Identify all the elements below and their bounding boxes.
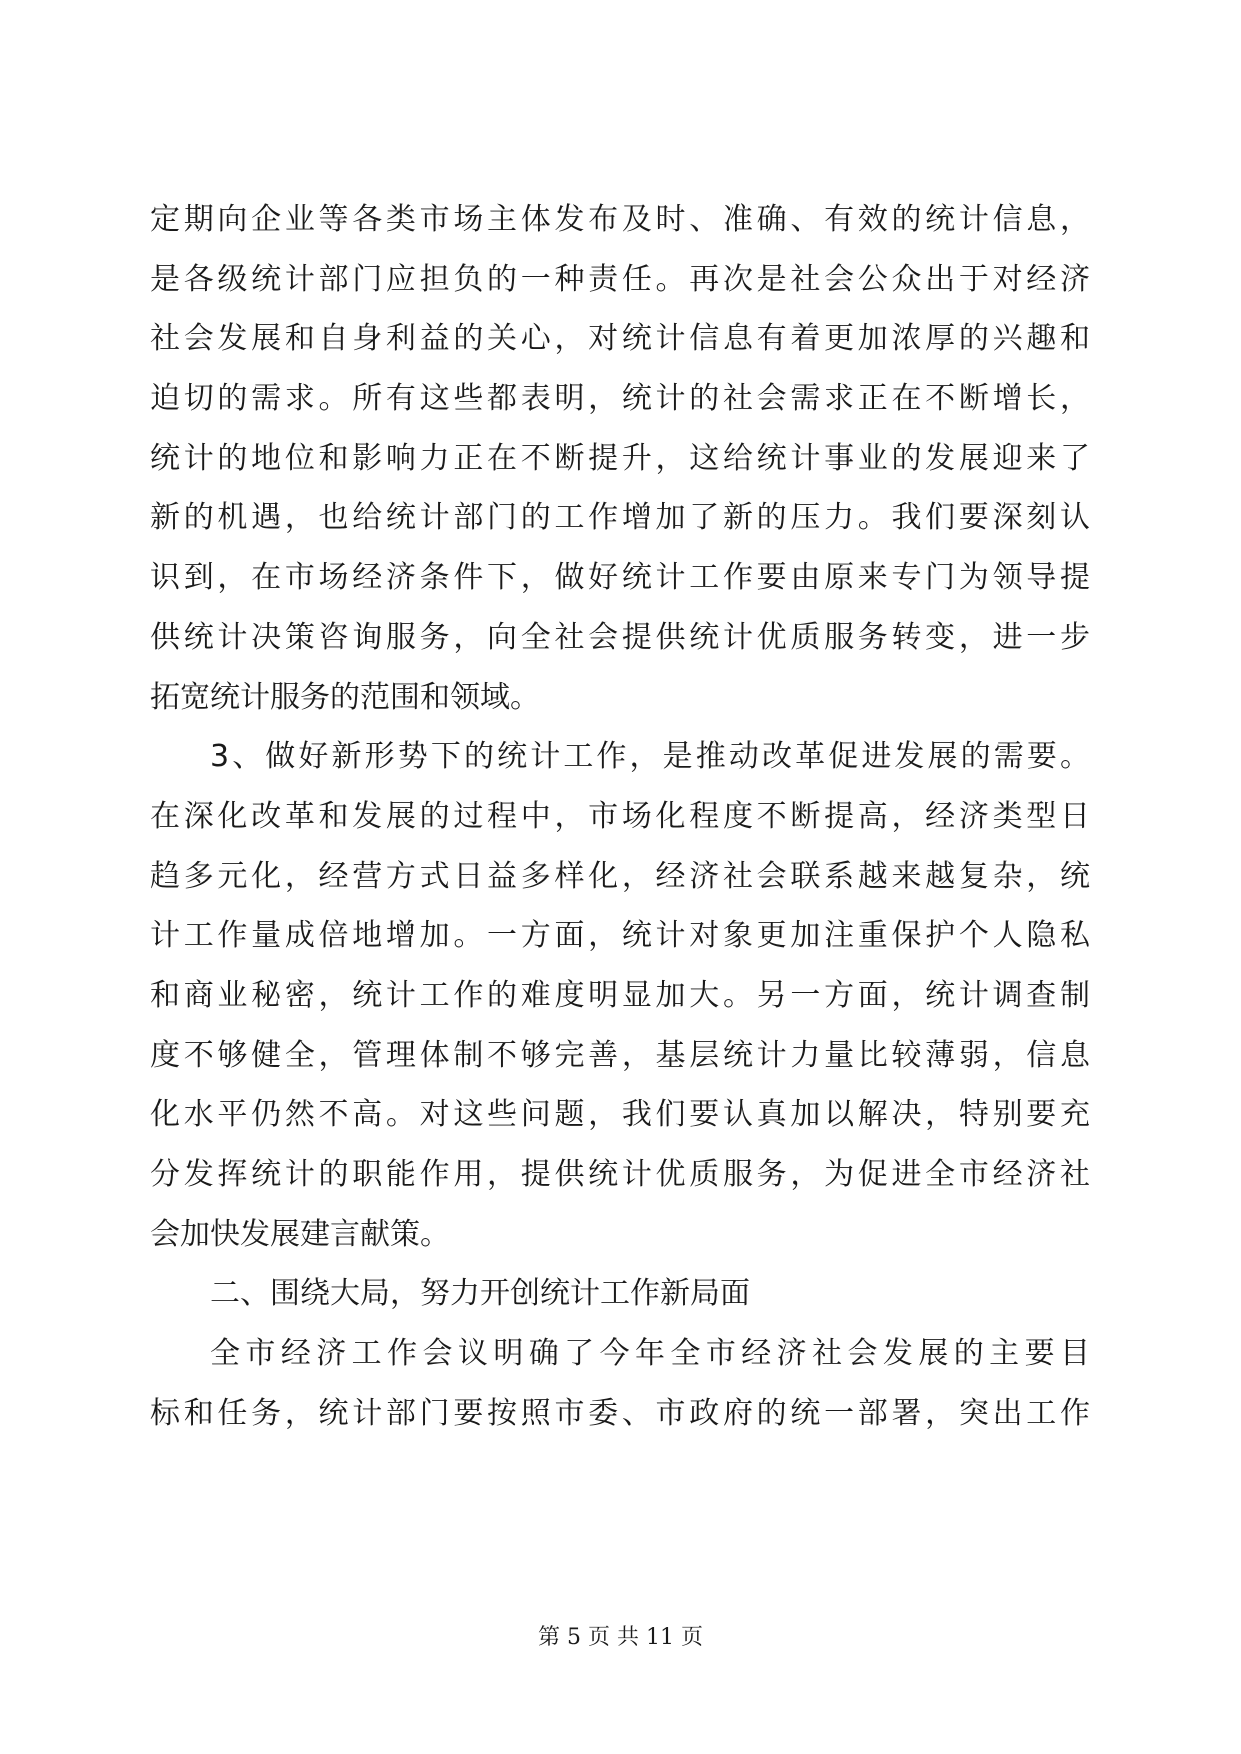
text-line: 识到，在市场经济条件下，做好统计工作要由原来专门为领导提 (150, 560, 1090, 596)
text-line: 新的机遇，也给统计部门的工作增加了新的压力。我们要深刻认 (150, 500, 1090, 536)
text-line: 计工作量成倍地增加。一方面，统计对象更加注重保护个人隐私 (150, 918, 1090, 954)
text-line: 拓宽统计服务的范围和领域。 (150, 679, 540, 715)
text-line: 迫切的需求。所有这些都表明，统计的社会需求正在不断增长， (150, 381, 1090, 417)
text-line: 标和任务，统计部门要按照市委、市政府的统一部署，突出工作 (150, 1395, 1090, 1431)
text-line: 定期向企业等各类市场主体发布及时、准确、有效的统计信息， (150, 202, 1090, 237)
page-number-footer: 第 5 页 共 11 页 (538, 1625, 703, 1650)
section-heading-line: 3、做好新形势下的统计工作，是推动改革促进发展的需要。 (210, 739, 1090, 775)
text-line: 分发挥统计的职能作用，提供统计优质服务，为促进全市经济社 (150, 1157, 1090, 1192)
text-line: 会加快发展建言献策。 (150, 1216, 450, 1252)
text-line: 是各级统计部门应担负的一种责任。再次是社会公众出于对经济 (150, 261, 1090, 297)
text-line: 供统计决策咨询服务，向全社会提供统计优质服务转变，进一步 (150, 619, 1090, 655)
text-line: 和商业秘密，统计工作的难度明显加大。另一方面，统计调查制 (150, 977, 1090, 1013)
text-line: 在深化改革和发展的过程中，市场化程度不断提高，经济类型日 (150, 798, 1090, 834)
text-line: 社会发展和自身利益的关心，对统计信息有着更加浓厚的兴趣和 (150, 321, 1090, 357)
text-line: 度不够健全，管理体制不够完善，基层统计力量比较薄弱，信息 (150, 1037, 1090, 1073)
text-line: 全市经济工作会议明确了今年全市经济社会发展的主要目 (210, 1336, 1090, 1372)
text-line: 趋多元化，经营方式日益多样化，经济社会联系越来越复杂，统 (150, 858, 1090, 894)
text-line: 化水平仍然不高。对这些问题，我们要认真加以解决，特别要充 (150, 1097, 1090, 1133)
document-body (150, 190, 1090, 1443)
text-line: 统计的地位和影响力正在不断提升，这给统计事业的发展迎来了 (150, 440, 1090, 476)
section-heading: 二、围绕大局，努力开创统计工作新局面 (210, 1276, 750, 1312)
